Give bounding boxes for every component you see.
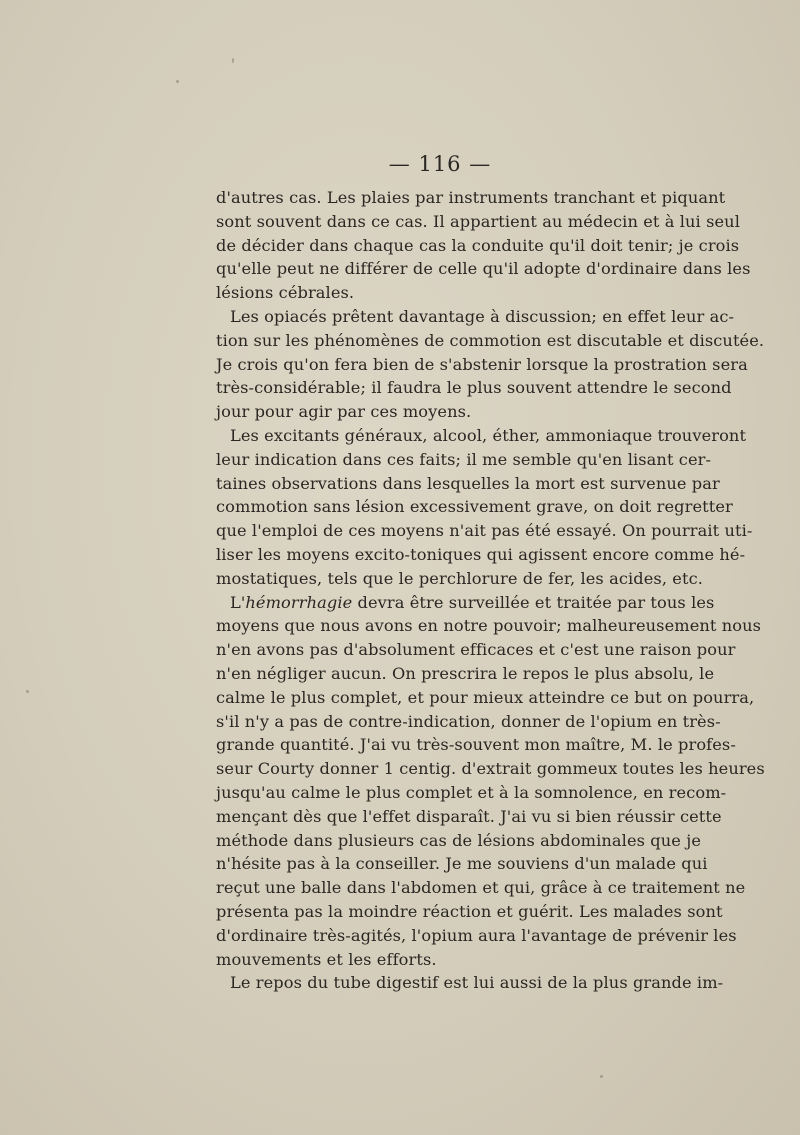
paper-speck xyxy=(26,690,29,693)
text-line: jusqu'au calme le plus complet et à la somnolence, en recom- xyxy=(216,782,727,802)
text-line: Je crois qu'on fera bien de s'abstenir lorsque la prostration sera xyxy=(216,354,748,374)
paper-speck xyxy=(232,58,234,63)
text-line: n'hésite pas à la conseiller. Je me souviens d'un malade qui xyxy=(216,854,708,874)
text-line: grande quantité. J'ai vu très-souvent mon maître, M. le profes- xyxy=(216,735,736,755)
text-line: méthode dans plusieurs cas de lésions abdominales que je xyxy=(216,830,701,850)
text-line: Les excitants généraux, alcool, éther, ammoniaque trouveront xyxy=(230,425,747,445)
text-line: calme le plus complet, et pour mieux atteindre ce but on pourra, xyxy=(216,687,755,707)
text-line: présenta pas la moindre réaction et guérit. Les malades sont xyxy=(216,901,723,921)
paper-speck xyxy=(176,80,179,83)
text-line: lésions cébrales. xyxy=(216,283,355,303)
page-number: — 116 — xyxy=(388,152,492,176)
text-line: jour pour agir par ces moyens. xyxy=(216,402,472,422)
text-line: taines observations dans lesquelles la mort est survenue par xyxy=(216,473,720,493)
text-line: seur Courty donner 1 centig. d'extrait gommeux toutes les heures xyxy=(216,759,765,779)
text-fragment: L' xyxy=(230,592,246,612)
text-line: commotion sans lésion excessivement grave, on doit regretter xyxy=(216,497,733,517)
text-line: tion sur les phénomènes de commotion est discutable et discutée. xyxy=(216,330,765,350)
text-line: n'en négliger aucun. On prescrira le repos le plus absolu, le xyxy=(216,663,715,683)
text-fragment: devra être surveillée et traitée par tous les xyxy=(352,592,715,612)
italic-term: hémorrhagie xyxy=(245,592,353,612)
text-line: s'il n'y a pas de contre-indication, donner de l'opium en très- xyxy=(216,711,721,731)
text-line: mostatiques, tels que le perchlorure de fer, les acides, etc. xyxy=(216,568,704,588)
paper-speck xyxy=(600,1075,603,1078)
text-line: qu'elle peut ne différer de celle qu'il adopte d'ordinaire dans les xyxy=(216,259,751,279)
text-line: Les opiacés prêtent davantage à discussion; en effet leur ac- xyxy=(230,306,735,326)
body-text xyxy=(216,186,765,995)
text-line: que l'emploi de ces moyens n'ait pas été essayé. On pourrait uti- xyxy=(216,521,753,541)
text-line: sont souvent dans ce cas. Il appartient au médecin et à lui seul xyxy=(216,211,740,231)
text-line: liser les moyens excito-toniques qui agissent encore comme hé- xyxy=(216,544,746,564)
text-line: n'en avons pas d'absolument efficaces et c'est une raison pour xyxy=(216,640,736,660)
text-line: d'ordinaire très-agités, l'opium aura l'avantage de prévenir les xyxy=(216,925,737,945)
text-line: très-considérable; il faudra le plus souvent attendre le second xyxy=(216,378,732,398)
text-line: moyens que nous avons en notre pouvoir; malheureusement nous xyxy=(216,616,762,636)
text-line: leur indication dans ces faits; il me semble qu'en lisant cer- xyxy=(216,449,712,469)
text-line xyxy=(216,591,715,615)
text-line: de décider dans chaque cas la conduite qu'il doit tenir; je crois xyxy=(216,235,740,255)
text-line: mençant dès que l'effet disparaît. J'ai vu si bien réussir cette xyxy=(216,806,722,826)
text-line: mouvements et les efforts. xyxy=(216,949,437,969)
text-line: Le repos du tube digestif est lui aussi de la plus grande im- xyxy=(230,973,724,993)
text-line: d'autres cas. Les plaies par instruments tranchant et piquant xyxy=(216,188,726,207)
text-line: reçut une balle dans l'abdomen et qui, grâce à ce traitement ne xyxy=(216,878,746,898)
